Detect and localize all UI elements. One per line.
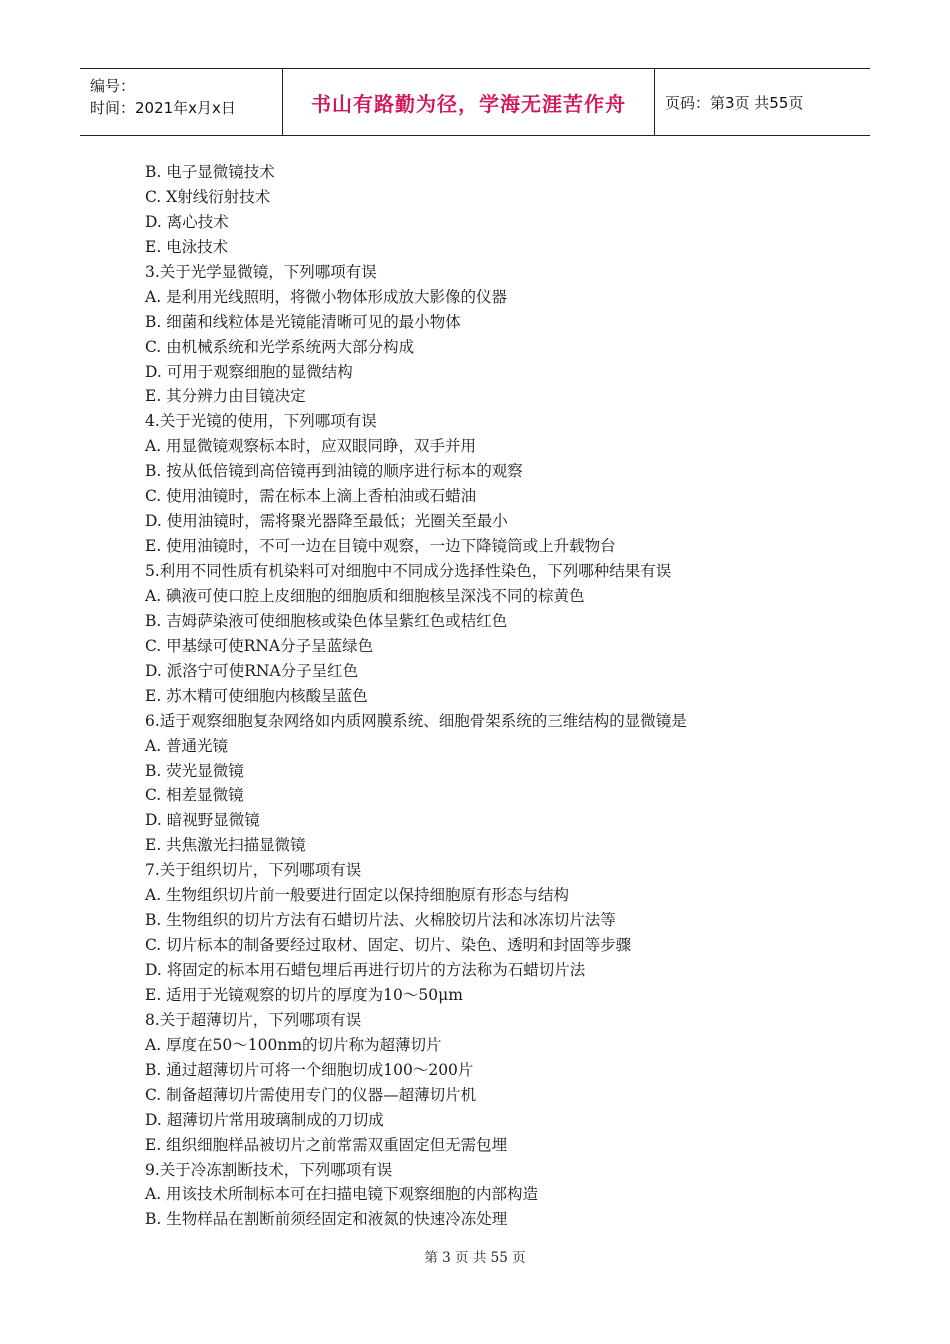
document-line: D. 将固定的标本用石蜡包埋后再进行切片的方法称为石蜡切片法 [145,961,586,979]
document-line: C. 切片标本的制备要经过取材、固定、切片、染色、透明和封固等步骤 [145,936,632,955]
document-line: D. 离心技术 [145,212,229,231]
document-body [145,160,865,1232]
document-line: A. 用该技术所制标本可在扫描电镜下观察细胞的内部构造 [145,1185,539,1204]
document-line: E. 组织细胞样品被切片之前常需双重固定但无需包埋 [145,1135,508,1154]
document-line: B. 细菌和线粒体是光镜能清晰可见的最小物体 [145,312,461,331]
document-line: B. 吉姆萨染液可使细胞核或染色体呈紫红色或桔红色 [145,611,508,630]
document-line: C. 使用油镜时，需在标本上滴上香柏油或石蜡油 [145,487,477,506]
header-page-info: 页码：第3页 共55页 [665,93,804,112]
document-line: A. 生物组织切片前一般要进行固定以保持细胞原有形态与结构 [145,886,570,905]
header-page-info-cell [655,69,870,135]
document-line: A. 用显微镜观察标本时，应双眼同睁，双手并用 [145,437,477,456]
document-line: C. 甲基绿可使RNA分子呈蓝绿色 [145,636,374,655]
document-line: E. 适用于光镜观察的切片的厚度为10～50μm [145,985,463,1004]
document-line: A. 普通光镜 [145,736,229,755]
document-line: 3.关于光学显微镜，下列哪项有误 [145,262,377,281]
document-line: D. 超薄切片常用玻璃制成的刀切成 [145,1110,384,1129]
document-line: 5.利用不同性质有机染料可对细胞中不同成分选择性染色，下列哪种结果有误 [145,562,672,580]
document-line: D. 派洛宁可使RNA分子呈红色 [145,661,359,680]
document-line: C. 由机械系统和光学系统两大部分构成 [145,337,415,356]
document-line: 7.关于组织切片，下列哪项有误 [145,861,362,880]
document-line: A. 厚度在50～100nm的切片称为超薄切片 [145,1035,442,1054]
document-line: A. 碘液可使口腔上皮细胞的细胞质和细胞核呈深浅不同的棕黄色 [145,586,585,605]
document-line: D. 可用于观察细胞的显微结构 [145,362,353,381]
header-motto-cell [282,69,655,135]
document-line: C. 相差显微镜 [145,786,244,805]
document-line: E. 电泳技术 [145,237,229,256]
page-header [80,68,870,136]
document-line: C. 制备超薄切片需使用专门的仪器—超薄切片机 [145,1085,477,1104]
document-line: E. 使用油镜时，不可一边在目镜中观察，一边下降镜筒或上升载物台 [145,537,616,556]
document-line: B. 按从低倍镜到高倍镜再到油镜的顺序进行标本的观察 [145,462,523,481]
document-line: B. 电子显微镜技术 [145,163,275,181]
document-line: C. X射线衍射技术 [145,187,271,206]
document-line: B. 荧光显微镜 [145,761,244,780]
document-line: B. 通过超薄切片可将一个细胞切成100～200片 [145,1060,474,1079]
document-line: B. 生物组织的切片方法有石蜡切片法、火棉胶切片法和冰冻切片法等 [145,911,616,930]
document-line: E. 其分辨力由目镜决定 [145,387,306,406]
header-meta [80,69,282,135]
document-line: D. 使用油镜时，需将聚光器降至最低；光圈关至最小 [145,512,508,531]
document-line: B. 生物样品在割断前须经固定和液氮的快速冷冻处理 [145,1210,508,1229]
document-line: 4.关于光镜的使用，下列哪项有误 [145,412,377,431]
document-line: 8.关于超薄切片，下列哪项有误 [145,1010,362,1029]
document-line: E. 共焦激光扫描显微镜 [145,836,306,855]
document-time-label: 时间：2021年x月x日 [90,99,236,117]
document-line: 6.适于观察细胞复杂网络如内质网膜系统、细胞骨架系统的三维结构的显微镜是 [145,711,687,730]
header-motto: 书山有路勤为径，学海无涯苦作舟 [311,91,626,116]
document-line: E. 苏木精可使细胞内核酸呈蓝色 [145,686,368,705]
document-line: D. 暗视野显微镜 [145,811,260,830]
document-number-label: 编号： [90,77,136,95]
document-line: 9.关于冷冻割断技术，下列哪项有误 [145,1160,393,1179]
document-line: A. 是利用光线照明，将微小物体形成放大影像的仪器 [145,287,508,306]
page-footer: 第 3 页 共 55 页 [424,1250,526,1266]
